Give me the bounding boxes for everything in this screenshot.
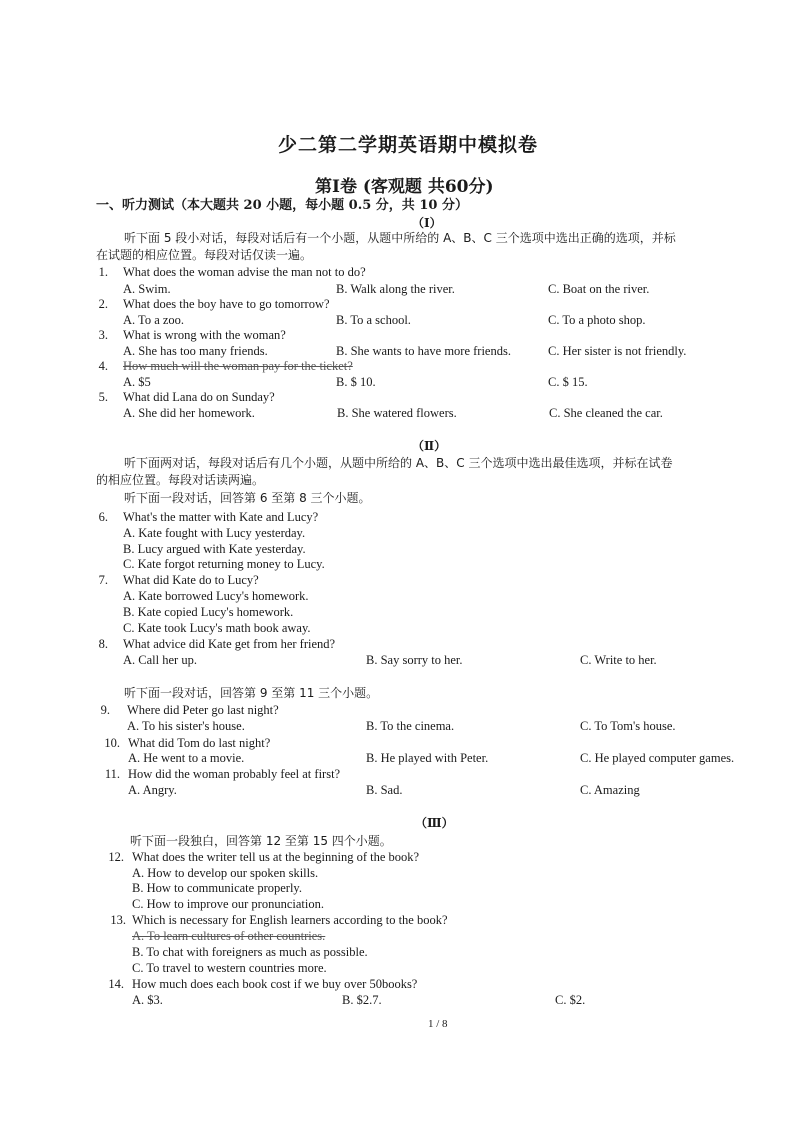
question-number: 14. <box>108 977 124 991</box>
option-a: A. Kate borrowed Lucy's homework. <box>123 589 309 603</box>
part2-instruction-line2: 的相应位置。每段对话读两遍。 <box>96 473 265 487</box>
question-text: What is wrong with the woman? <box>123 328 286 342</box>
question-number: 4. <box>98 359 108 373</box>
option-a: A. She has too many friends. <box>123 344 268 358</box>
question-text: What did Lana do on Sunday? <box>123 390 275 404</box>
part1-instruction-line2: 在试题的相应位置。每段对话仅读一遍。 <box>96 248 313 262</box>
option-b: B. Lucy argued with Kate yesterday. <box>123 542 306 556</box>
option-b: B. She watered flowers. <box>337 406 457 420</box>
page-number: 1 / 8 <box>428 1018 448 1030</box>
option-a: A. Angry. <box>128 783 177 797</box>
question-number: 8. <box>98 637 108 651</box>
dialog1-intro: 听下面一段对话，回答第 6 至第 8 三个小题。 <box>124 491 371 505</box>
option-b: B. He played with Peter. <box>366 751 489 765</box>
option-a: A. Kate fought with Lucy yesterday. <box>123 526 306 540</box>
option-a: A. To his sister's house. <box>127 719 245 733</box>
option-b: B. She wants to have more friends. <box>336 344 511 358</box>
question-text: What does the boy have to go tomorrow? <box>123 297 330 311</box>
part-label-2: （Ⅱ） <box>412 439 447 453</box>
question-text: What did Kate do to Lucy? <box>123 573 259 587</box>
option-b: B. $ 10. <box>336 375 376 389</box>
option-b: B. Say sorry to her. <box>366 653 463 667</box>
option-c: C. Kate took Lucy's math book away. <box>123 621 311 635</box>
question-number: 2. <box>98 297 108 311</box>
option-a: A. She did her homework. <box>123 406 255 420</box>
option-b: B. $2.7. <box>342 993 382 1007</box>
option-c: C. $ 15. <box>548 375 588 389</box>
option-a: A. How to develop our spoken skills. <box>132 866 319 880</box>
option-b: B. How to communicate properly. <box>132 881 302 895</box>
question-number: 5. <box>98 390 108 404</box>
option-b: B. Walk along the river. <box>336 282 455 296</box>
option-a: A. $3. <box>132 993 163 1007</box>
option-b: B. To the cinema. <box>366 719 455 733</box>
option-c: C. Boat on the river. <box>548 282 650 296</box>
option-b: B. Kate copied Lucy's homework. <box>123 605 294 619</box>
option-a: A. Swim. <box>123 282 171 296</box>
question-text: How did the woman probably feel at first? <box>128 767 341 781</box>
question-number: 9. <box>100 703 110 717</box>
question-text: What advice did Kate get from her friend? <box>123 637 336 651</box>
question-text: What did Tom do last night? <box>128 736 271 750</box>
option-a: A. He went to a movie. <box>128 751 245 765</box>
exam-title: 少二第二学期英语期中模拟卷 <box>278 134 539 156</box>
dialog2-intro: 听下面一段对话，回答第 9 至第 11 三个小题。 <box>124 686 379 700</box>
option-b: B. To chat with foreigners as much as possible. <box>132 945 368 959</box>
question-text: What does the writer tell us at the beginning of the book? <box>132 850 420 864</box>
part1-instruction-line1: 听下面 5 段小对话，每段对话后有一个小题，从题中所给的 A、B、C 三个选项中选出正确的选项，并标 <box>124 231 676 245</box>
option-c: C. Write to her. <box>580 653 657 667</box>
paper-subtitle: 第Ⅰ卷 (客观题 共60分) <box>315 177 494 197</box>
monologue-intro: 听下面一段独白，回答第 12 至第 15 四个小题。 <box>130 834 392 848</box>
option-c: C. To travel to western countries more. <box>132 961 327 975</box>
option-a: A. To learn cultures of other countries. <box>132 929 326 943</box>
question-number: 1. <box>98 265 108 279</box>
option-c: C. How to improve our pronunciation. <box>132 897 324 911</box>
option-a: A. $5 <box>123 375 151 389</box>
option-c: C. He played computer games. <box>580 751 735 765</box>
question-number: 10. <box>104 736 120 750</box>
question-number: 7. <box>98 573 108 587</box>
option-a: A. Call her up. <box>123 653 197 667</box>
question-text: Where did Peter go last night? <box>127 703 279 717</box>
option-c: C. $2. <box>555 993 586 1007</box>
question-text: Which is necessary for English learners according to the book? <box>132 913 448 927</box>
question-number: 11. <box>104 767 120 781</box>
question-text: What does the woman advise the man not to do? <box>123 265 366 279</box>
part-label-1: （Ⅰ） <box>412 216 442 230</box>
question-text: What's the matter with Kate and Lucy? <box>123 510 319 524</box>
question-number: 13. <box>110 913 126 927</box>
option-c: C. To Tom's house. <box>580 719 676 733</box>
option-b: B. Sad. <box>366 783 403 797</box>
option-a: A. To a zoo. <box>123 313 185 327</box>
question-number: 3. <box>98 328 108 342</box>
part-label-3: （Ⅲ） <box>415 816 454 830</box>
option-c: C. Kate forgot returning money to Lucy. <box>123 557 325 571</box>
section-heading: 一、听力测试（本大题共 20 小题，每小题 0.5 分，共 10 分） <box>96 198 468 213</box>
question-number: 12. <box>108 850 124 864</box>
part2-instruction-line1: 听下面两对话，每段对话后有几个小题，从题中所给的 A、B、C 三个选项中选出最佳选项，并标在试卷 <box>124 456 673 470</box>
option-c: C. She cleaned the car. <box>549 406 663 420</box>
question-text: How much will the woman pay for the ticket? <box>123 359 353 373</box>
question-number: 6. <box>98 510 108 524</box>
option-c: C. Amazing <box>580 783 640 797</box>
option-c: C. Her sister is not friendly. <box>548 344 687 358</box>
question-text: How much does each book cost if we buy over 50books? <box>132 977 418 991</box>
option-b: B. To a school. <box>336 313 411 327</box>
option-c: C. To a photo shop. <box>548 313 646 327</box>
